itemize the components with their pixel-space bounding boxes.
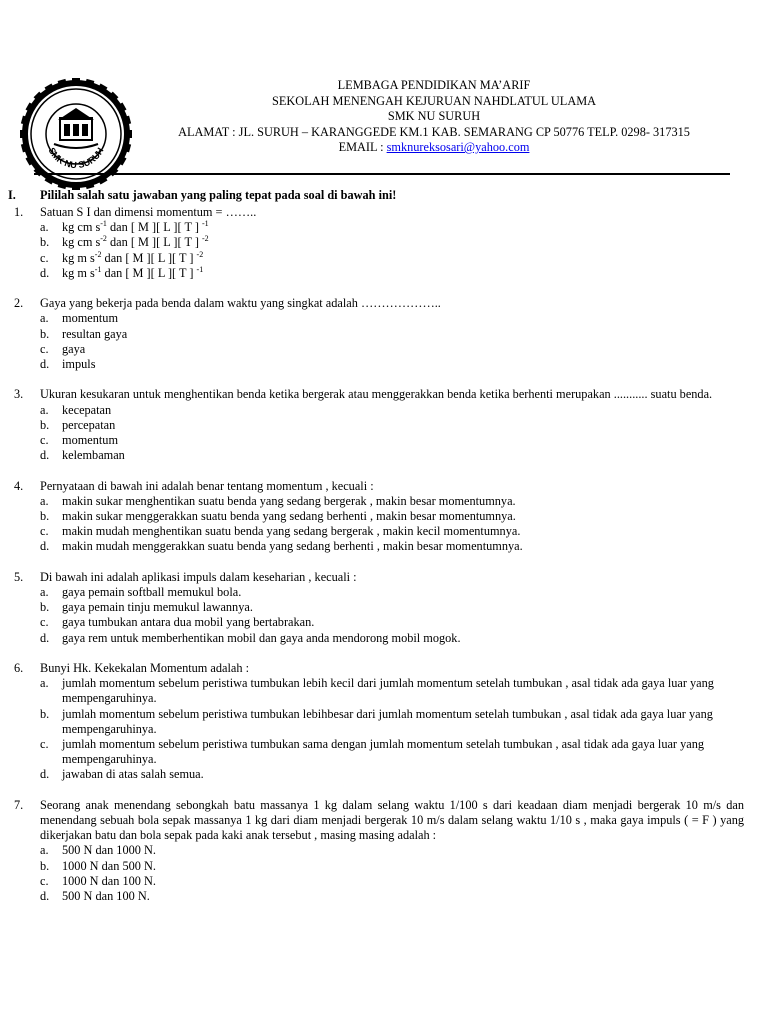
option-letter: d. — [40, 630, 50, 645]
option-text: 1000 N dan 100 N. — [62, 873, 156, 888]
answer-option — [14, 707, 744, 737]
option-text: kecepatan — [62, 402, 112, 417]
section-heading — [8, 188, 396, 203]
option-text: makin mudah menghentikan suatu benda yang sedang bergerak , makin kecil momentumnya. — [62, 524, 521, 539]
option-exponent: -1 — [94, 264, 102, 274]
option-letter: c. — [40, 873, 49, 888]
logo-text: SMK NU SURUH — [46, 145, 106, 171]
section-number: I. — [8, 188, 16, 202]
question-number: 5. — [14, 569, 24, 584]
question-number: 1. — [14, 205, 24, 219]
question-text: Pernyataan di bawah ini adalah benar tentang momentum , kecuali : — [40, 478, 374, 493]
answer-option — [14, 843, 744, 858]
option-text: 500 N dan 1000 N. — [62, 843, 156, 858]
question-item — [14, 798, 744, 904]
option-letter: a. — [40, 220, 49, 235]
option-list — [14, 311, 744, 372]
option-text: makin mudah menggerakkan suatu benda yang sedang berhenti , makin besar momentumnya. — [62, 539, 523, 554]
option-text: gaya pemain softball memukul bola. — [62, 585, 242, 600]
option-letter: d. — [40, 539, 50, 554]
option-letter: a. — [40, 843, 49, 858]
answer-option — [14, 509, 744, 524]
answer-option — [14, 342, 744, 357]
question-number: 7. — [14, 797, 24, 812]
option-text: kg m s — [62, 265, 95, 280]
answer-option — [14, 767, 744, 782]
answer-option — [14, 859, 744, 874]
option-text: momentum — [62, 311, 119, 326]
question-item — [14, 387, 744, 463]
section-instruction: Pililah salah satu jawaban yang paling tepat pada soal di bawah ini! — [40, 188, 397, 202]
option-text: dan [ M ][ L ][ T ] — [101, 265, 197, 280]
option-letter: a. — [40, 585, 49, 600]
header-institution: LEMBAGA PENDIDIKAN MA’ARIF — [337, 78, 531, 92]
question-stem — [14, 205, 744, 220]
option-text: jumlah momentum sebelum peristiwa tumbukan sama dengan jumlah momentum setelah tumbukan , asal tidak ada gaya luar yang mempengaruhinya. — [62, 737, 705, 767]
option-exponent: -1 — [100, 219, 107, 229]
option-text: dan [ M ][ L ][ T ] — [106, 220, 202, 235]
answer-option — [14, 600, 744, 615]
option-letter: c. — [40, 615, 49, 630]
option-text: gaya tumbukan antara dua mobil yang bertabrakan. — [62, 615, 315, 630]
answer-option — [14, 631, 744, 646]
option-letter: c. — [40, 250, 49, 265]
option-letter: b. — [40, 600, 50, 615]
answer-option — [14, 220, 744, 235]
option-letter: b. — [40, 509, 50, 524]
header-address: ALAMAT : JL. SURUH – KARANGGEDE KM.1 KAB. SEMARANG CP 50776 TELP. 0298- 317315 — [178, 124, 690, 139]
option-exponent: -2 — [196, 249, 204, 259]
question-list — [14, 205, 744, 919]
logo-gear-tooth — [20, 130, 28, 138]
header-email-line — [138, 140, 730, 156]
answer-option — [14, 585, 744, 600]
answer-option — [14, 251, 744, 266]
question-stem — [14, 296, 744, 311]
answer-option — [14, 494, 744, 509]
option-text: dan [ M ][ L ][ T ] — [106, 235, 202, 250]
option-exponent: -2 — [94, 249, 102, 259]
option-letter: d. — [40, 448, 50, 463]
option-exponent: -1 — [202, 219, 209, 229]
answer-option — [14, 539, 744, 554]
question-stem — [14, 661, 744, 676]
question-item — [14, 296, 744, 372]
logo-gear-tooth — [124, 130, 132, 138]
answer-option — [14, 327, 744, 342]
option-text: gaya rem untuk memberhentikan mobil dan gaya anda mendorong mobil mogok. — [62, 630, 461, 645]
answer-option — [14, 311, 744, 326]
option-text: kg m s — [62, 250, 95, 265]
option-letter: a. — [40, 493, 49, 508]
question-stem — [14, 479, 744, 494]
option-letter: b. — [40, 858, 50, 873]
option-text: resultan gaya — [62, 326, 128, 341]
option-text: jumlah momentum sebelum peristiwa tumbukan lebihbesar dari jumlah momentum setelah tumbukan , asal tidak ada gaya luar yang mempengaruhinya. — [62, 706, 713, 736]
question-number: 6. — [14, 661, 24, 676]
option-letter: d. — [40, 265, 50, 280]
answer-option — [14, 357, 744, 372]
option-letter: c. — [40, 433, 49, 448]
option-letter: d. — [40, 767, 50, 782]
question-text: Di bawah ini adalah aplikasi impuls dalam keseharian , kecuali : — [40, 569, 357, 584]
option-exponent: -1 — [196, 264, 204, 274]
option-text: gaya pemain tinju memukul lawannya. — [62, 600, 253, 615]
header-school-name: SMK NU SURUH — [387, 109, 481, 123]
question-number: 3. — [14, 387, 24, 402]
option-text: kelembaman — [62, 448, 125, 463]
option-text: gaya — [62, 341, 86, 356]
answer-option — [14, 676, 744, 706]
letterhead — [138, 78, 730, 156]
header-school-type: SEKOLAH MENENGAH KEJURUAN NAHDLATUL ULAMA — [271, 93, 597, 108]
answer-option — [14, 615, 744, 630]
answer-option — [14, 235, 744, 250]
question-stem — [14, 798, 744, 844]
option-letter: b. — [40, 706, 50, 721]
answer-option — [14, 266, 744, 281]
question-stem — [14, 387, 744, 402]
option-exponent: -2 — [100, 234, 107, 244]
option-exponent: -2 — [202, 234, 209, 244]
option-letter: d. — [40, 357, 50, 372]
option-letter: c. — [40, 737, 49, 752]
question-text: Satuan S I dan dimensi momentum = …….. — [40, 205, 257, 219]
option-text: impuls — [62, 357, 96, 372]
option-list — [14, 843, 744, 904]
option-text: makin sukar menggerakkan suatu benda yang sedang berhenti , makin besar momentumnya. — [62, 509, 516, 524]
option-text: jawaban di atas salah semua. — [62, 767, 204, 782]
answer-option — [14, 889, 744, 904]
question-text: Ukuran kesukaran untuk menghentikan benda ketika bergerak atau menggerakkan benda ketika berhenti merupakan ........... suatu benda. — [40, 387, 713, 402]
email-label: EMAIL : — [338, 140, 387, 154]
answer-option — [14, 874, 744, 889]
question-number: 4. — [14, 478, 24, 493]
header-divider — [34, 173, 730, 175]
option-text: kg cm s — [62, 220, 101, 235]
option-text: percepatan — [62, 417, 116, 432]
logo-gear-tooth — [72, 78, 80, 86]
option-letter: b. — [40, 235, 50, 250]
option-list — [14, 403, 744, 464]
option-list — [14, 676, 744, 782]
question-text: Seorang anak menendang sebongkah batu massanya 1 kg dalam selang waktu 1/100 s dari keadaan diam menjadi bergerak 10 m/s dan menendang sebuah bola sepak massanya 1 kg dari diam menjadi bergerak 10 m/s dalam selang waktu 1/10 s , maka gaya impuls ( = F ) yang dikerjakan batu dan bola sepak pada kaki anak tersebut , masing masing adalah : — [40, 797, 744, 843]
option-text: makin sukar menghentikan suatu benda yang sedang bergerak , makin besar momentumnya. — [62, 493, 516, 508]
option-text: 500 N dan 100 N. — [62, 889, 150, 904]
question-item — [14, 479, 744, 555]
option-text: dan [ M ][ L ][ T ] — [101, 250, 197, 265]
option-letter: b. — [40, 417, 50, 432]
option-list — [14, 220, 744, 281]
email-link[interactable]: smknureksosari@yahoo.com — [386, 140, 530, 154]
option-text: jumlah momentum sebelum peristiwa tumbukan lebih kecil dari jumlah momentum setelah tumbukan , asal tidak ada gaya luar yang mempengaruhinya. — [62, 676, 714, 706]
option-letter: d. — [40, 889, 50, 904]
option-letter: c. — [40, 524, 49, 539]
option-letter: a. — [40, 311, 49, 326]
answer-option — [14, 524, 744, 539]
question-stem — [14, 570, 744, 585]
question-item — [14, 661, 744, 783]
answer-option — [14, 418, 744, 433]
option-text: 1000 N dan 500 N. — [62, 858, 156, 873]
option-letter: b. — [40, 326, 50, 341]
question-item — [14, 205, 744, 281]
option-text: momentum — [62, 433, 119, 448]
answer-option — [14, 403, 744, 418]
question-item — [14, 570, 744, 646]
option-letter: a. — [40, 676, 49, 691]
option-letter: c. — [40, 341, 49, 356]
option-text: kg cm s — [62, 235, 101, 250]
question-text: Gaya yang bekerja pada benda dalam waktu yang singkat adalah ……………….. — [40, 296, 441, 311]
option-letter: a. — [40, 402, 49, 417]
answer-option — [14, 448, 744, 463]
option-list — [14, 494, 744, 555]
question-number: 2. — [14, 296, 24, 311]
answer-option — [14, 737, 744, 767]
answer-option — [14, 433, 744, 448]
option-list — [14, 585, 744, 646]
question-text: Bunyi Hk. Kekekalan Momentum adalah : — [40, 661, 249, 676]
